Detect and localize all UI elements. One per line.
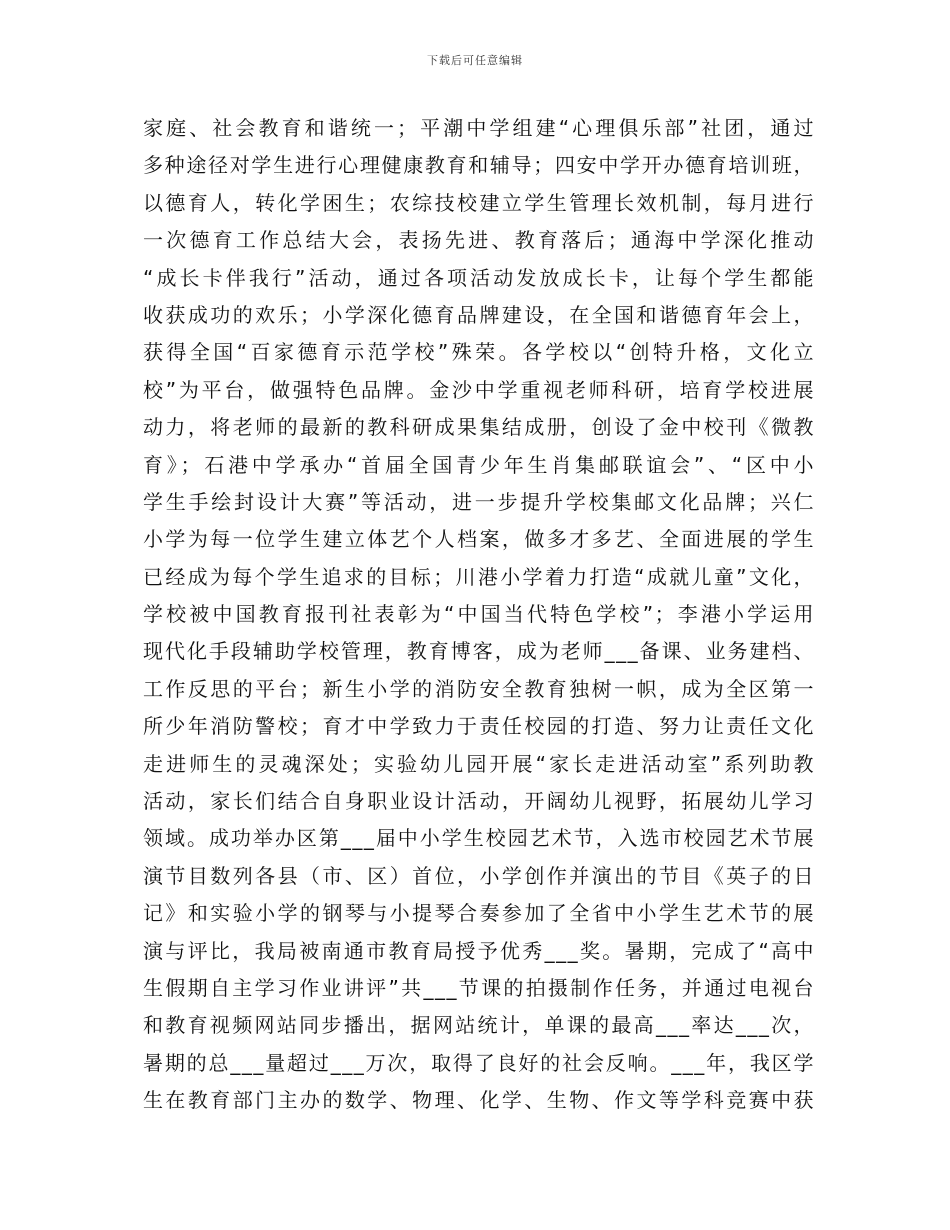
text-line: “成长卡伴我行”活动，通过各项活动发放成长卡，让每个学生都能 bbox=[143, 265, 815, 290]
text-line: 家庭、社会教育和谐统一；平潮中学组建“心理俱乐部”社团，通过 bbox=[143, 116, 815, 140]
text-line: 已经成为每个学生追求的目标；川港小学着力打造“成就儿童”文化， bbox=[143, 564, 815, 589]
text-line: 所少年消防警校；育才中学致力于责任校园的打造、努力让责任文化 bbox=[143, 714, 815, 739]
document-body bbox=[143, 110, 815, 1120]
text-line: 记》和实验小学的钢琴与小提琴合奏参加了全省中小学生艺术节的展 bbox=[143, 901, 815, 926]
text-line: 工作反思的平台；新生小学的消防安全教育独树一帜，成为全区第一 bbox=[143, 676, 815, 701]
text-line: 多种途径对学生进行心理健康教育和辅导；四安中学开办德育培训班， bbox=[143, 153, 815, 178]
text-line: 暑期的总___量超过___万次，取得了良好的社会反响。___年，我区学 bbox=[143, 1050, 815, 1075]
text-line: 小学为每一位学生建立体艺个人档案，做多才多艺、全面进展的学生 bbox=[143, 527, 815, 552]
text-line: 活动，家长们结合自身职业设计活动，开阔幼儿视野，拓展幼儿学习 bbox=[143, 789, 815, 814]
text-line: 获得全国“百家德育示范学校”殊荣。各学校以“创特升格，文化立 bbox=[143, 340, 815, 365]
text-line: 走进师生的灵魂深处；实验幼儿园开展“家长走进活动室”系列助教 bbox=[143, 751, 815, 776]
text-line: 以德育人，转化学困生；农综技校建立学生管理长效机制，每月进行 bbox=[143, 190, 815, 215]
text-line: 育》；石港中学承办“首届全国青少年生肖集邮联谊会”、“区中小 bbox=[143, 452, 815, 477]
text-line: 演与评比，我局被南通市教育局授予优秀___奖。暑期，完成了“高中 bbox=[143, 938, 815, 963]
text-line: 生假期自主学习作业讲评”共___节课的拍摄制作任务，并通过电视台 bbox=[143, 975, 815, 1000]
text-line: 校”为平台，做强特色品牌。金沙中学重视老师科研，培育学校进展 bbox=[143, 377, 815, 402]
text-line: 和教育视频网站同步播出，据网站统计，单课的最高___率达___次， bbox=[143, 1013, 815, 1038]
text-line: 收获成功的欢乐；小学深化德育品牌建设，在全国和谐德育年会上， bbox=[143, 302, 815, 327]
text-line: 演节目数列各县（市、区）首位，小学创作并演出的节目《英子的日 bbox=[143, 863, 815, 888]
text-line: 学生手绘封设计大赛”等活动，进一步提升学校集邮文化品牌；兴仁 bbox=[143, 489, 815, 514]
text-line: 领域。成功举办区第___届中小学生校园艺术节，入选市校园艺术节展 bbox=[143, 826, 815, 851]
text-line: 一次德育工作总结大会，表扬先进、教育落后；通海中学深化推动 bbox=[143, 228, 815, 253]
text-line: 现代化手段辅助学校管理，教育博客，成为老师___备课、业务建档、 bbox=[143, 639, 815, 664]
text-line: 动力，将老师的最新的教科研成果集结成册，创设了金中校刊《微教 bbox=[143, 415, 815, 440]
header-note: 下载后可任意编辑 bbox=[427, 54, 523, 67]
text-line: 学校被中国教育报刊社表彰为“中国当代特色学校”；李港小学运用 bbox=[143, 602, 815, 627]
text-line: 生在教育部门主办的数学、物理、化学、生物、作文等学科竞赛中获 bbox=[143, 1088, 815, 1113]
